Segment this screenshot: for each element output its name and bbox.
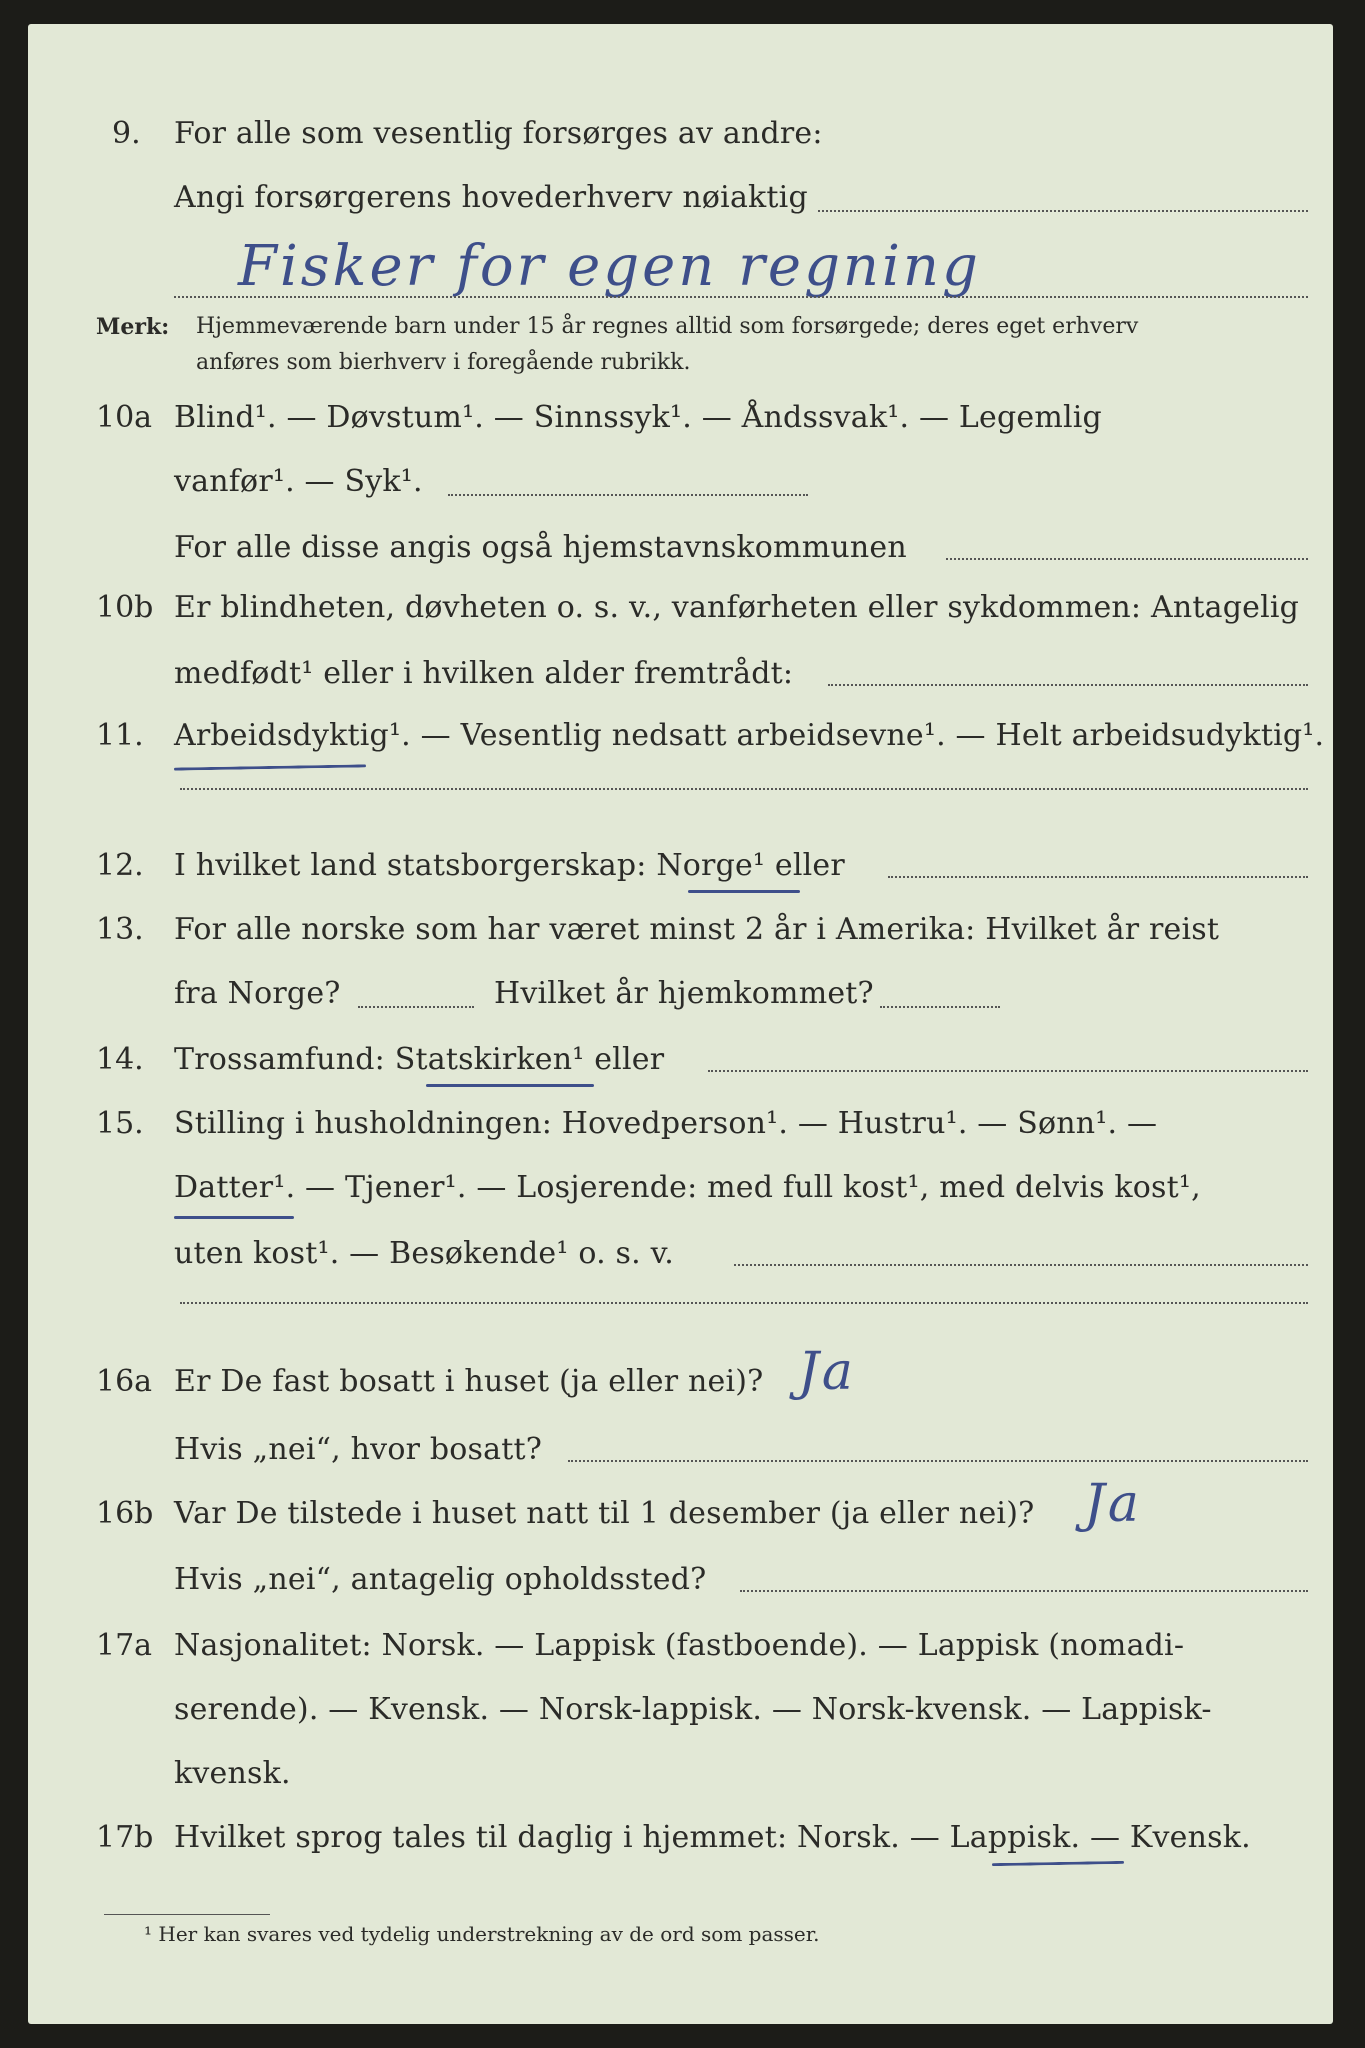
- question-text: Hvilket sprog tales til daglig i hjemmet: Norsk. — Lappisk. — Kvensk.: [174, 1820, 1251, 1855]
- handwritten-underline: [426, 1084, 594, 1087]
- question-text: I hvilket land statsborgerskap: Norge¹ eller: [174, 848, 845, 883]
- question-number: 11.: [96, 718, 144, 753]
- question-text: Er De fast bosatt i huset (ja eller nei)?: [174, 1364, 764, 1399]
- question-text: Nasjonalitet: Norsk. — Lappisk (fastboende). — Lappisk (nomadi-: [174, 1628, 1185, 1663]
- handwritten-answer: Ja: [798, 1342, 856, 1402]
- question-number: 9.: [112, 116, 141, 151]
- handwritten-underline: [688, 890, 800, 893]
- answer-line: [708, 1070, 1308, 1072]
- answer-line: [946, 558, 1308, 560]
- question-text: Stilling i husholdningen: Hovedperson¹. — Hustru¹. — Sønn¹. —: [174, 1106, 1158, 1141]
- handwritten-underline: [174, 764, 366, 770]
- question-number: 13.: [96, 912, 144, 947]
- question-text: Hvis „nei“, hvor bosatt?: [174, 1432, 543, 1467]
- question-text: For alle norske som har været minst 2 år i Amerika: Hvilket år reist: [174, 912, 1220, 947]
- question-text: medfødt¹ eller i hvilken alder fremtrådt:: [174, 656, 794, 691]
- answer-line: [568, 1460, 1308, 1462]
- footnote: ¹ Her kan svares ved tydelig understrekning av de ord som passer.: [144, 1922, 820, 1946]
- question-text: uten kost¹. — Besøkende¹ o. s. v.: [174, 1236, 674, 1271]
- question-text: Hvilket år hjemkommet?: [494, 976, 874, 1011]
- question-number: 17a: [96, 1628, 153, 1663]
- question-text: Er blindheten, døvheten o. s. v., vanførheten eller sykdommen: Antagelig: [174, 590, 1300, 625]
- question-text: For alle disse angis også hjemstavnskommunen: [174, 530, 907, 565]
- handwritten-underline: [992, 1861, 1124, 1866]
- question-text: Blind¹. — Døvstum¹. — Sinnssyk¹. — Åndssvak¹. — Legemlig: [174, 400, 1102, 435]
- answer-line: [880, 1006, 1000, 1008]
- question-number: 14.: [96, 1042, 144, 1077]
- answer-line: [818, 210, 1308, 212]
- question-text: Angi forsørgerens hovederhverv nøiaktig: [174, 180, 808, 215]
- question-text: Hvis „nei“, antagelig opholdssted?: [174, 1562, 707, 1597]
- question-text: Arbeidsdyktig¹. — Vesentlig nedsatt arbeidsevne¹. — Helt arbeidsudyktig¹.: [174, 718, 1325, 753]
- answer-line: [358, 1006, 474, 1008]
- note-text: Hjemmeværende barn under 15 år regnes alltid som forsørgede; deres eget erhverv: [196, 314, 1139, 339]
- question-number: 16a: [96, 1364, 153, 1399]
- question-text: Var De tilstede i huset natt til 1 desember (ja eller nei)?: [174, 1496, 1035, 1531]
- question-text: kvensk.: [174, 1756, 291, 1791]
- question-number: 16b: [96, 1496, 154, 1531]
- footnote-rule: [104, 1914, 270, 1915]
- question-text: For alle som vesentlig forsørges av andre:: [174, 116, 823, 151]
- question-number: 12.: [96, 848, 144, 883]
- question-number: 10b: [96, 590, 154, 625]
- question-text: Trossamfund: Statskirken¹ eller: [174, 1042, 665, 1077]
- question-text: serende). — Kvensk. — Norsk-lappisk. — Norsk-kvensk. — Lappisk-: [174, 1692, 1212, 1727]
- question-number: 17b: [96, 1820, 154, 1855]
- question-text: vanfør¹. — Syk¹.: [174, 464, 423, 499]
- census-form-page: [28, 24, 1333, 2024]
- question-number: 10a: [96, 400, 153, 435]
- question-number: 15.: [96, 1106, 144, 1141]
- answer-line: [828, 684, 1308, 686]
- question-text: Datter¹. — Tjener¹. — Losjerende: med full kost¹, med delvis kost¹,: [174, 1170, 1201, 1205]
- handwritten-underline: [174, 1216, 294, 1219]
- answer-line: [734, 1264, 1308, 1266]
- note-text: anføres som bierhverv i foregående rubrikk.: [196, 350, 691, 375]
- note-label: Merk:: [96, 314, 170, 340]
- answer-line: [888, 876, 1308, 878]
- answer-line: [180, 788, 1308, 790]
- handwritten-answer: Ja: [1084, 1474, 1142, 1534]
- answer-line: [740, 1590, 1308, 1592]
- answer-line: [180, 1302, 1308, 1304]
- question-text: fra Norge?: [174, 976, 341, 1011]
- answer-line: [448, 494, 808, 496]
- answer-line: [174, 296, 1308, 298]
- handwritten-answer: Fisker for egen regning: [238, 234, 981, 299]
